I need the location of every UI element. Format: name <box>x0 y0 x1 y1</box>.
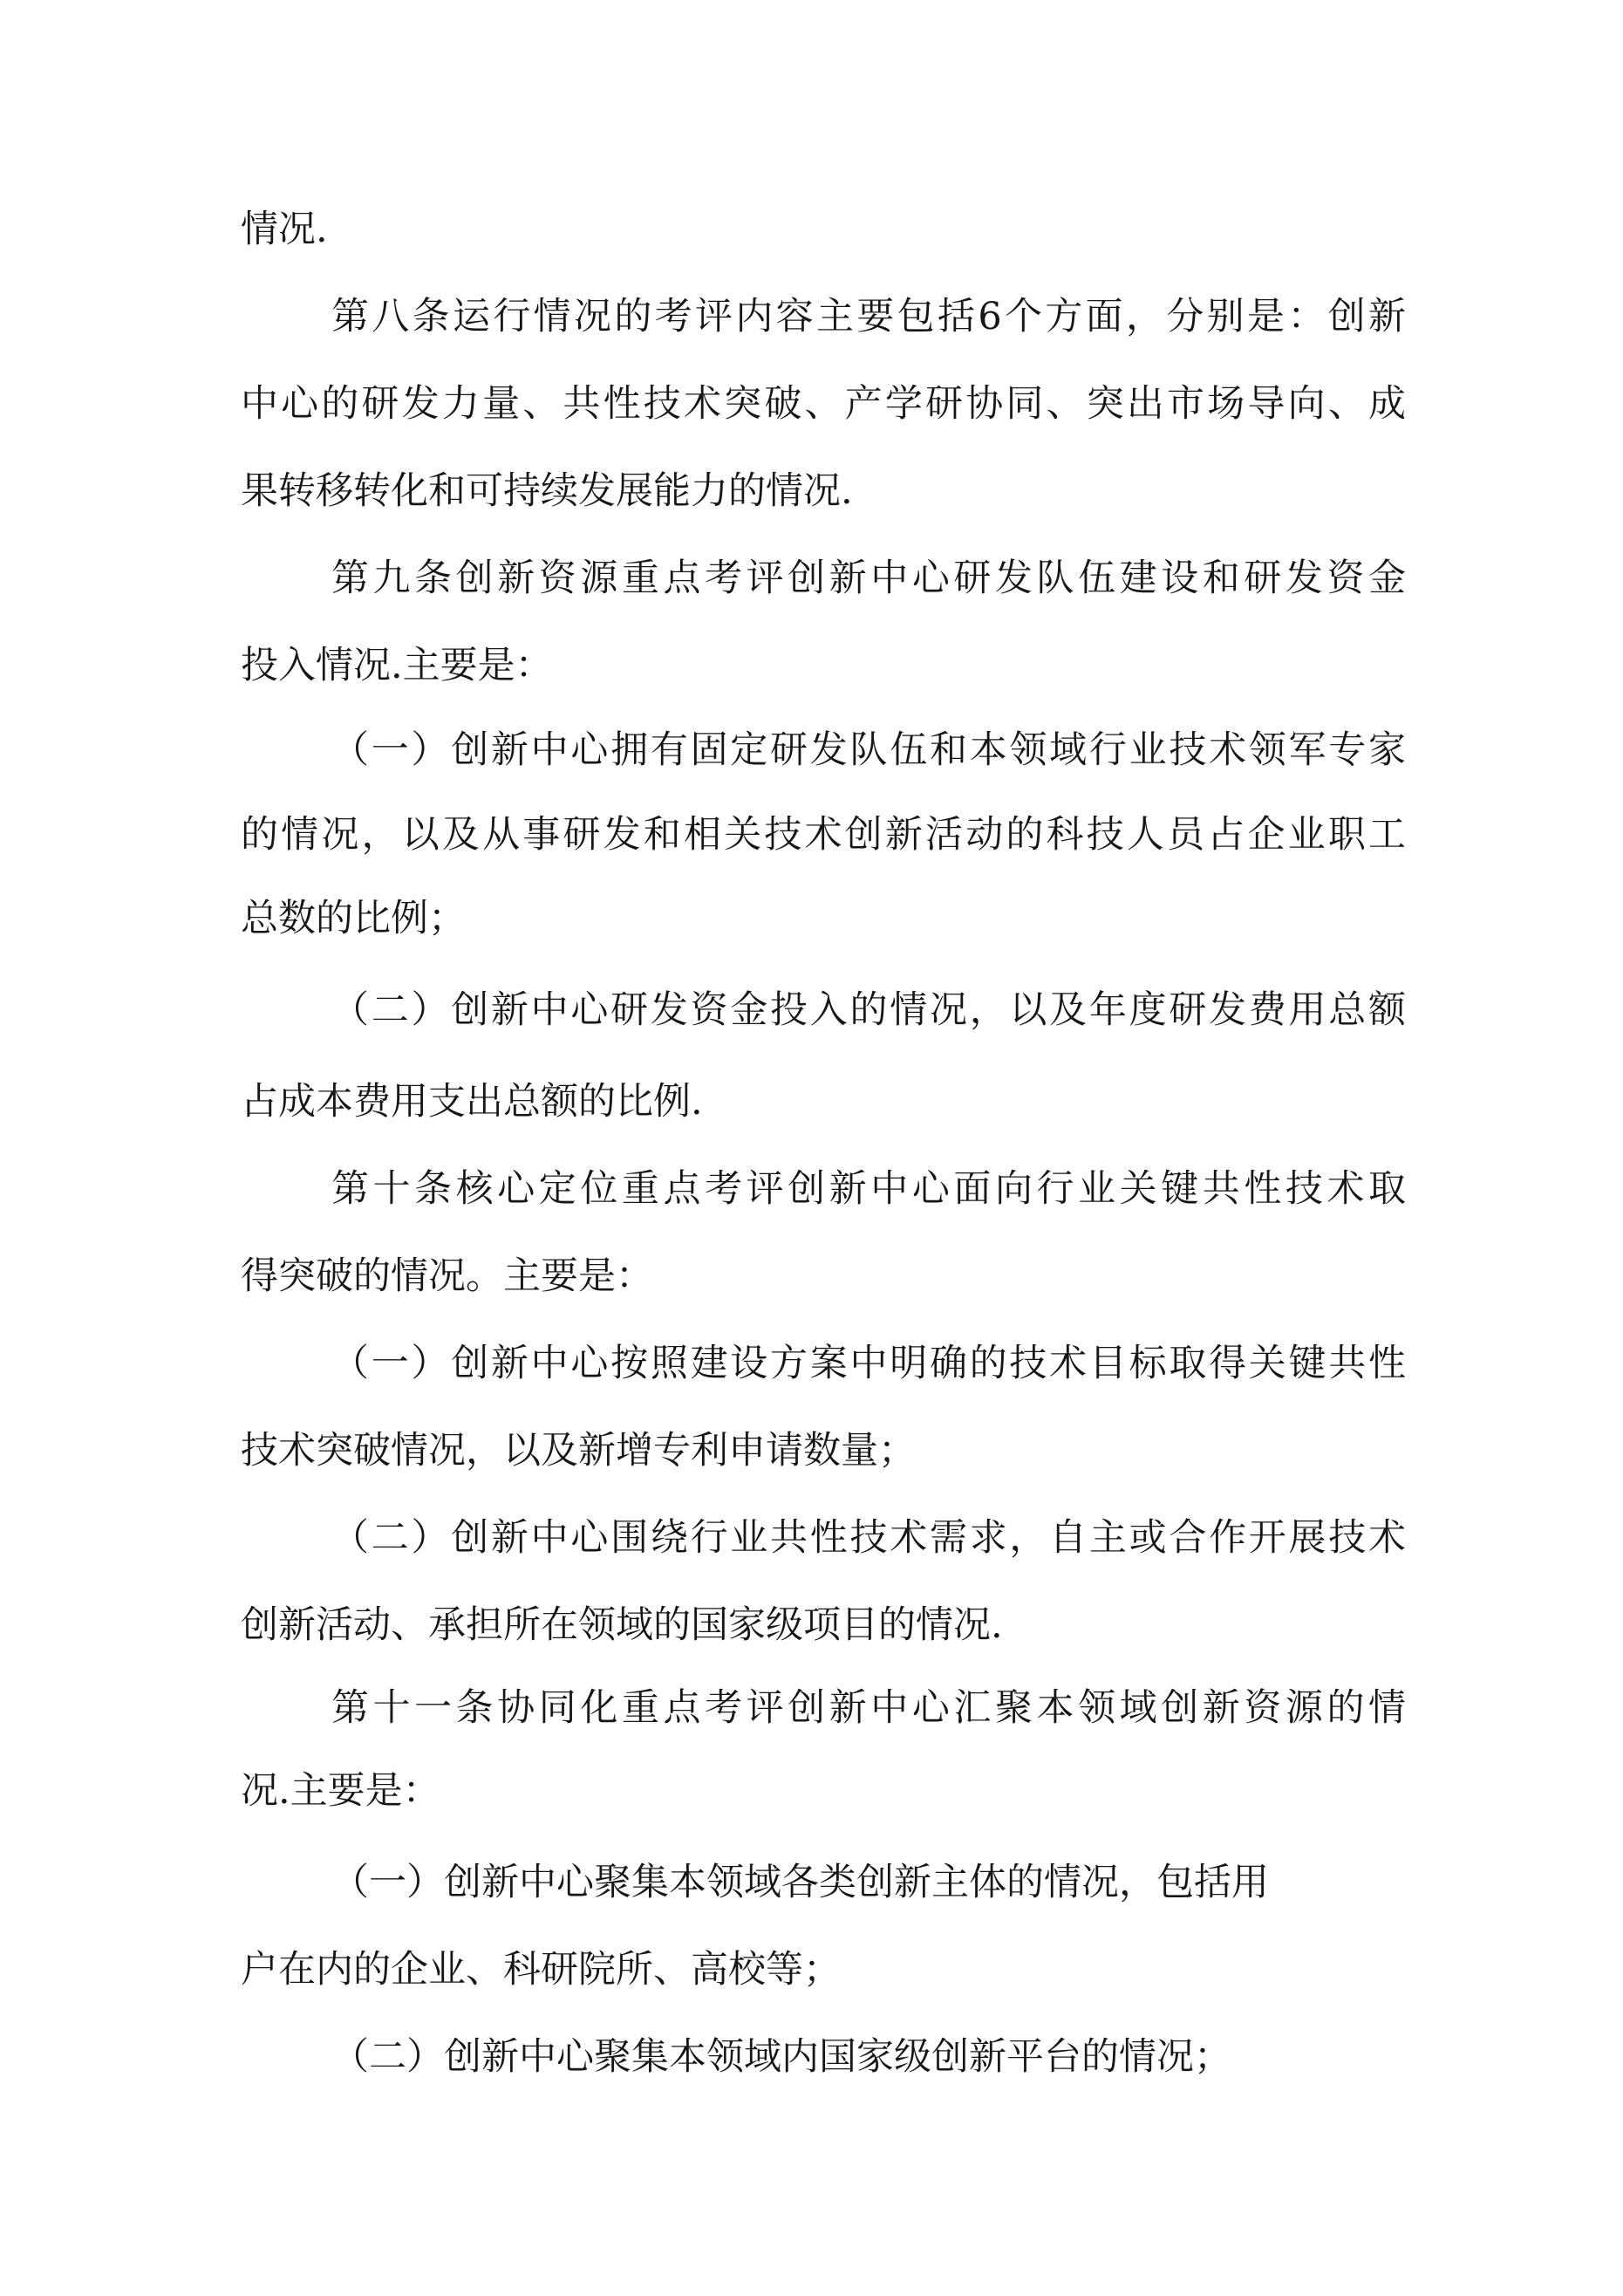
text-line-20: （一）创新中心聚集本领域各类创新主体的情况，包括用 <box>331 1861 1269 1904</box>
text-line-9: 总数的比例； <box>241 897 466 940</box>
text-line-13: 得突破的情况。主要是： <box>241 1254 653 1298</box>
text-line-21: 户在内的企业、科研院所、高校等； <box>241 1948 841 1992</box>
text-line-17: 创新活动、承担所在领域的国家级项目的情况. <box>241 1603 1003 1647</box>
text-line-15: 技术突破情况，以及新增专利申请数量； <box>241 1429 916 1473</box>
text-line-12: 第十条核心定位重点考评创新中心面向行业关键共性技术取 <box>331 1167 1406 1211</box>
text-line-3: 中心的研发力量、共性技术突破、产学研协同、突出市场导向、成 <box>241 382 1406 426</box>
text-line-1: 情况. <box>241 208 328 251</box>
text-line-6: 投入情况.主要是： <box>241 644 553 687</box>
text-line-22: （二）创新中心聚集本领域内国家级创新平台的情况； <box>331 2035 1231 2079</box>
text-line-4: 果转移转化和可持续发展能力的情况. <box>241 469 853 513</box>
text-line-16: （二）创新中心围绕行业共性技术需求，自主或合作开展技术 <box>331 1516 1406 1560</box>
text-line-8: 的情况，以及从事研发和相关技术创新活动的科技人员占企业职工 <box>241 813 1406 857</box>
text-line-2: 第八条运行情况的考评内容主要包括6个方面，分别是：创新 <box>331 295 1406 338</box>
text-line-11: 占成本费用支出总额的比例. <box>241 1080 703 1124</box>
text-line-19: 况.主要是： <box>241 1769 440 1813</box>
text-line-7: （一）创新中心拥有固定研发队伍和本领域行业技术领军专家 <box>331 728 1406 772</box>
text-line-5: 第九条创新资源重点考评创新中心研发队伍建设和研发资金 <box>331 557 1406 600</box>
text-line-10: （二）创新中心研发资金投入的情况，以及年度研发费用总额 <box>331 988 1406 1032</box>
text-line-14: （一）创新中心按照建设方案中明确的技术目标取得关键共性 <box>331 1342 1406 1385</box>
text-line-18: 第十一条协同化重点考评创新中心汇聚本领域创新资源的情 <box>331 1686 1406 1730</box>
